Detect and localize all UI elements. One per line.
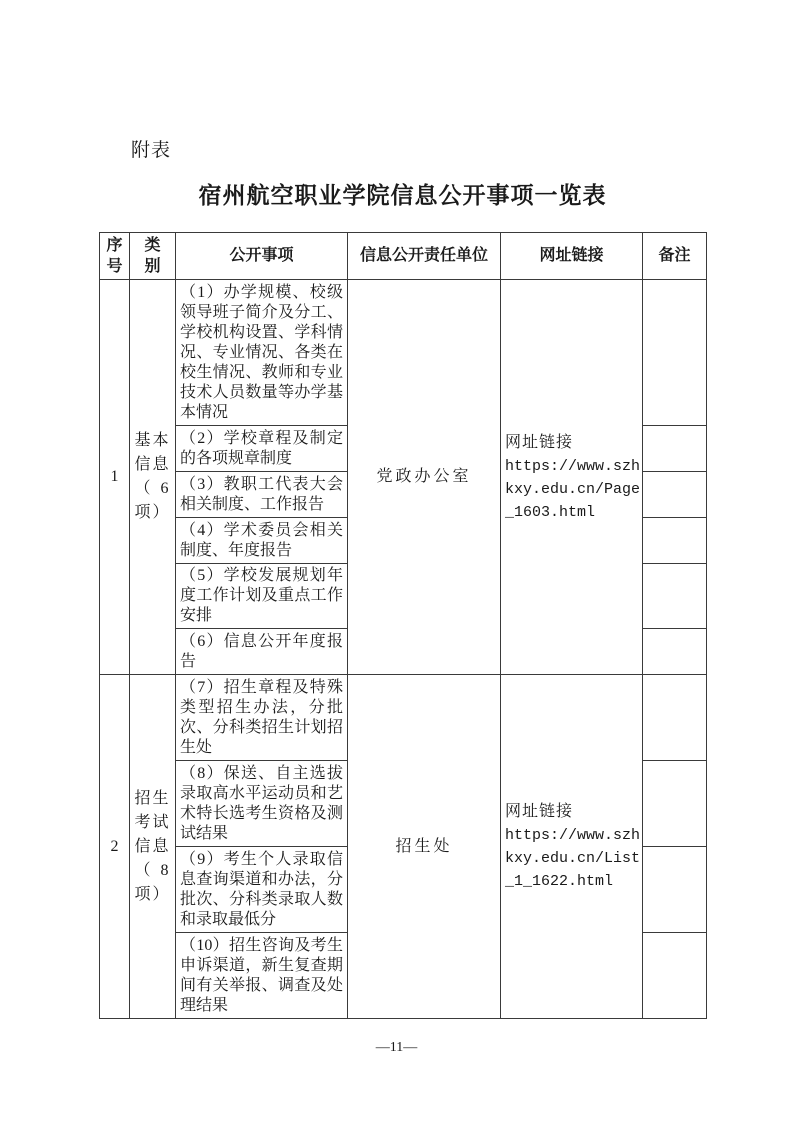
item-cell: （5）学校发展规划年度工作计划及重点工作安排 bbox=[176, 564, 348, 629]
unit-cell-2: 招生处 bbox=[348, 675, 501, 1019]
item-cell: （3）教职工代表大会相关制度、工作报告 bbox=[176, 472, 348, 518]
link-label-2: 网址链接 bbox=[505, 803, 574, 820]
remark-cell bbox=[643, 847, 707, 933]
item-cell: （2）学校章程及制定的各项规章制度 bbox=[176, 426, 348, 472]
link-url-2: https://www.szhkxy.edu.cn/List_1_1622.html bbox=[505, 827, 641, 890]
link-cell-2 bbox=[501, 675, 643, 1019]
item-cell: （1）办学规模、校级领导班子简介及分工、学校机构设置、学科情况、专业情况、各类在校生情况、教师和专业技术人员数量等办学基本情况 bbox=[176, 280, 348, 426]
header-items: 公开事项 bbox=[176, 233, 348, 280]
header-category-label: 类别 bbox=[144, 237, 161, 275]
table-row bbox=[100, 280, 707, 426]
remark-cell bbox=[643, 675, 707, 761]
page-title: 宿州航空职业学院信息公开事项一览表 bbox=[198, 183, 607, 208]
remark-cell bbox=[643, 629, 707, 675]
unit-cell-1: 党政办公室 bbox=[348, 280, 501, 675]
header-remark: 备注 bbox=[643, 233, 707, 280]
appendix-label: 附表 bbox=[131, 140, 172, 161]
remark-cell bbox=[643, 518, 707, 564]
remark-cell bbox=[643, 761, 707, 847]
remark-cell bbox=[643, 564, 707, 629]
table-row bbox=[100, 675, 707, 761]
header-seq-label: 序号 bbox=[106, 237, 123, 275]
category-cell-2 bbox=[130, 675, 176, 1019]
category-text-1: 基本信息（6项） bbox=[134, 432, 171, 521]
header-seq bbox=[100, 233, 130, 280]
category-cell-1 bbox=[130, 280, 176, 675]
disclosure-table bbox=[99, 232, 707, 1019]
item-cell: （8）保送、自主选拔录取高水平运动员和艺术特长选考生资格及测试结果 bbox=[176, 761, 348, 847]
header-category bbox=[130, 233, 176, 280]
item-cell: （6）信息公开年度报告 bbox=[176, 629, 348, 675]
item-cell: （10）招生咨询及考生申诉渠道，新生复查期间有关举报、调查及处理结果 bbox=[176, 933, 348, 1019]
item-cell: （9）考生个人录取信息查询渠道和办法，分批次、分科类录取人数和录取最低分 bbox=[176, 847, 348, 933]
seq-cell-1: 1 bbox=[100, 280, 130, 675]
page-number: —11— bbox=[375, 1040, 418, 1055]
item-cell: （4）学术委员会相关制度、年度报告 bbox=[176, 518, 348, 564]
seq-cell-2: 2 bbox=[100, 675, 130, 1019]
category-text-2: 招生考试信息（8项） bbox=[134, 789, 171, 903]
remark-cell bbox=[643, 280, 707, 426]
remark-cell bbox=[643, 426, 707, 472]
link-cell-1 bbox=[501, 280, 643, 675]
header-link: 网址链接 bbox=[501, 233, 643, 280]
remark-cell bbox=[643, 472, 707, 518]
link-label-1: 网址链接 bbox=[505, 433, 574, 451]
item-cell: （7）招生章程及特殊类型招生办法，分批次、分科类招生计划招生处 bbox=[176, 675, 348, 761]
document-content bbox=[99, 138, 706, 1019]
header-unit: 信息公开责任单位 bbox=[348, 233, 501, 280]
remark-cell bbox=[643, 933, 707, 1019]
link-url-1: https://www.szhkxy.edu.cn/Page_1603.html bbox=[505, 457, 641, 521]
table-header-row bbox=[100, 233, 707, 280]
